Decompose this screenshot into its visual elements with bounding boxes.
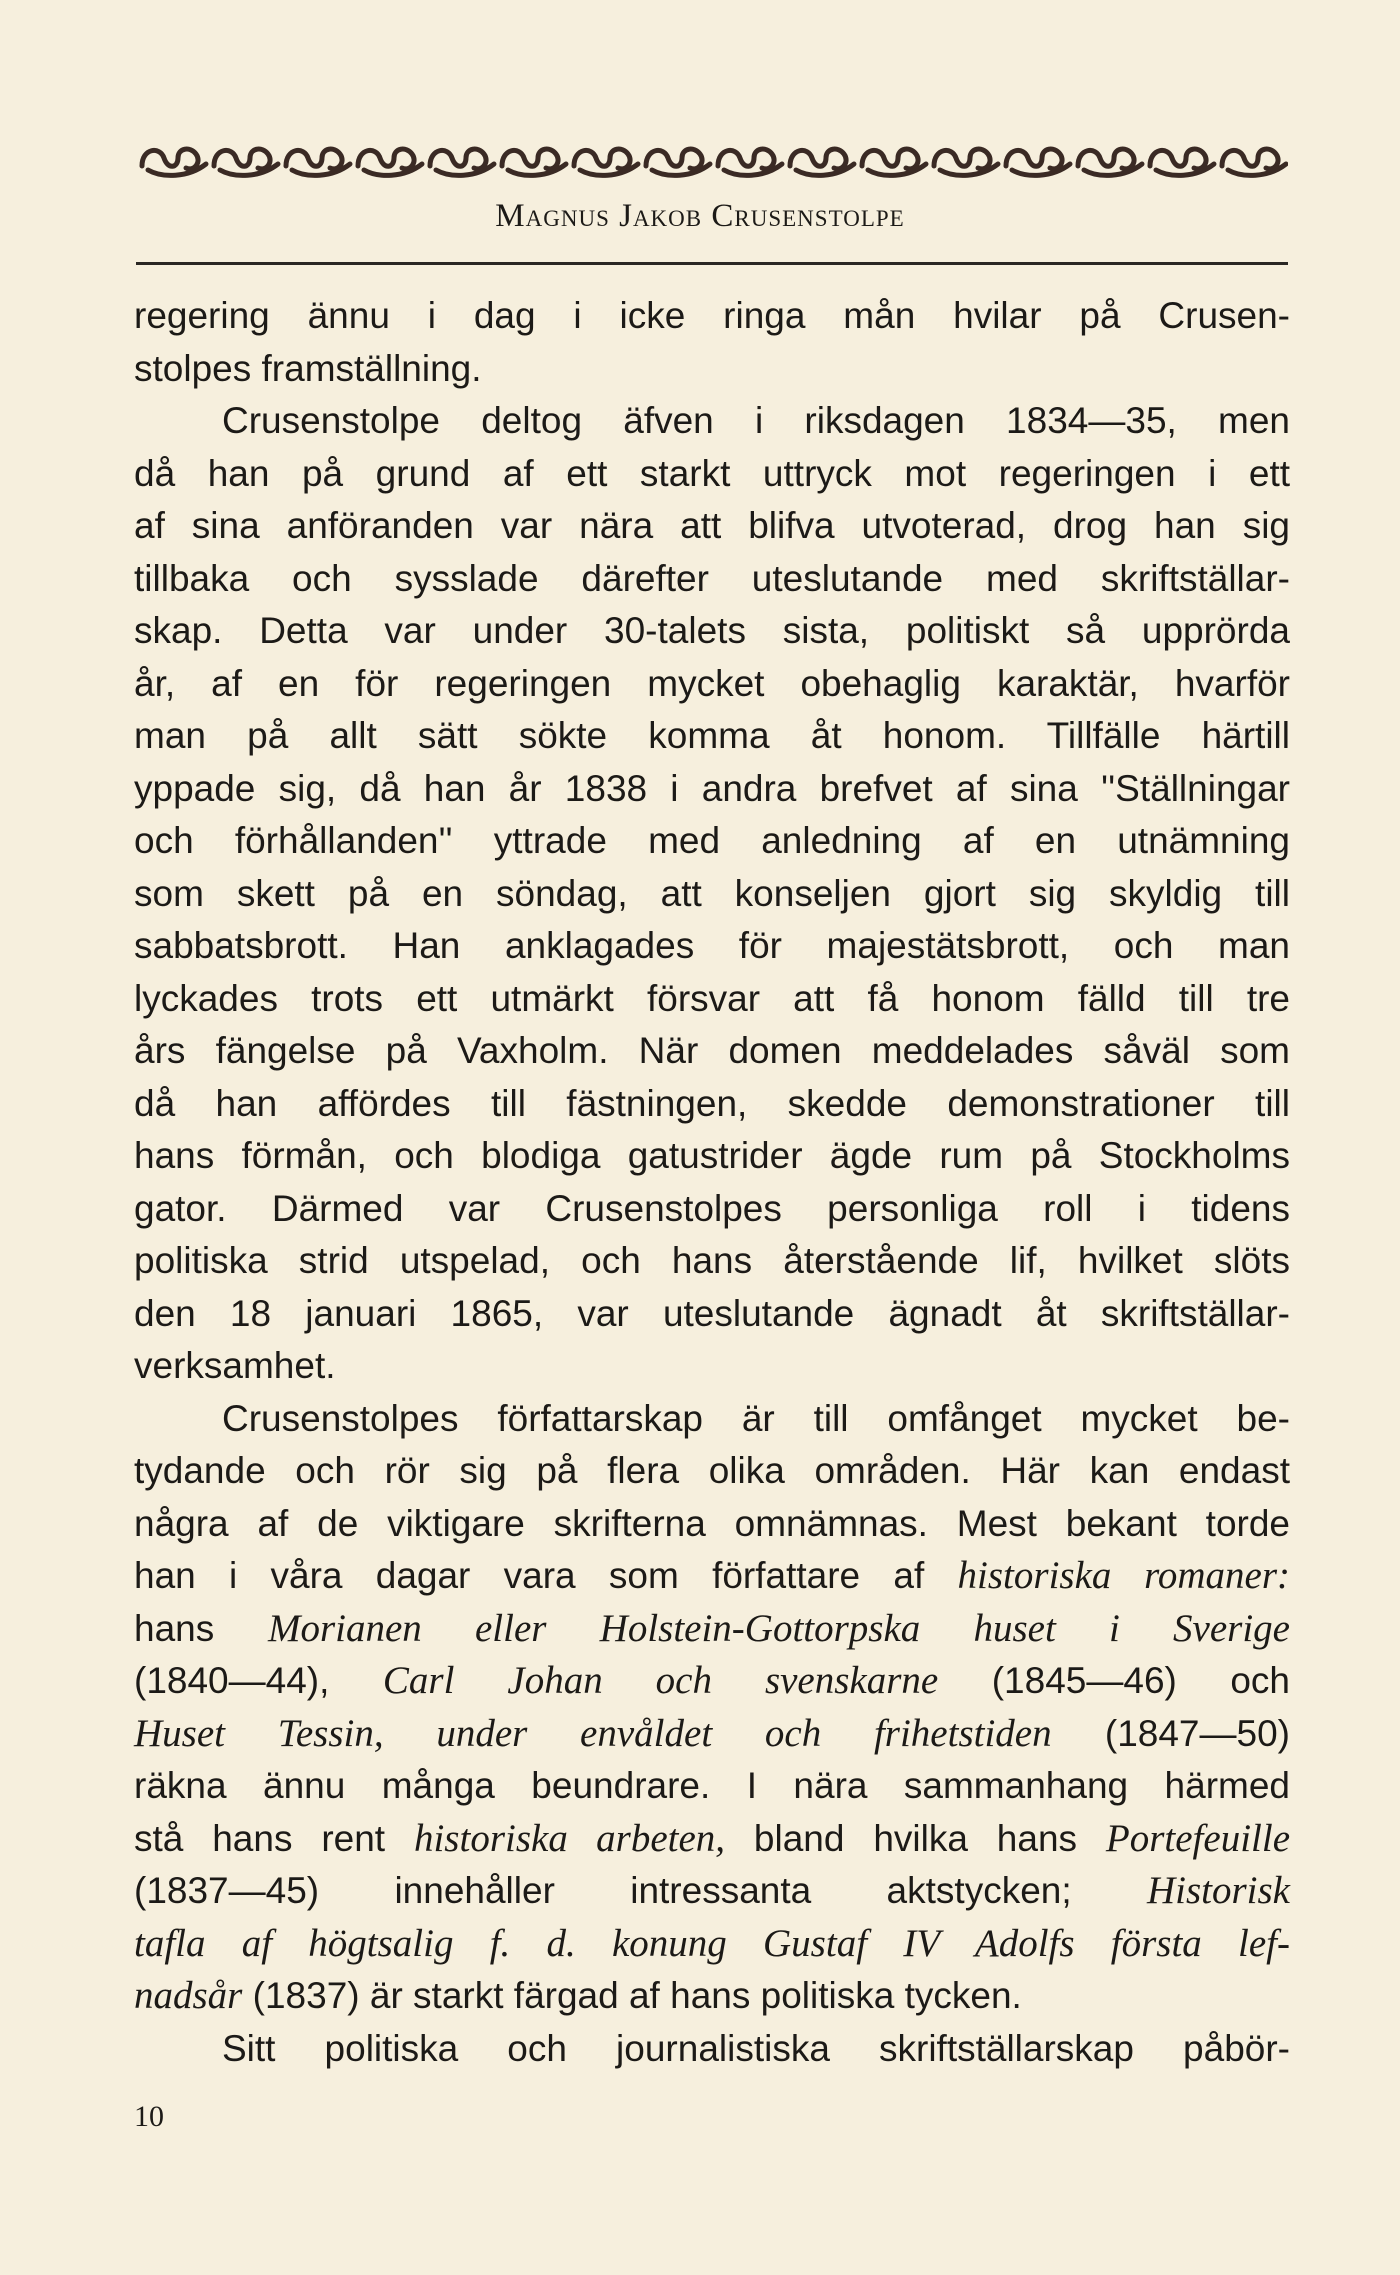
text-line <box>134 1235 1290 1288</box>
text-line <box>134 1760 1290 1813</box>
text-line <box>134 1445 1290 1498</box>
line-text: Crusenstolpe deltog äfven i riksdagen 1834—35, men <box>222 400 1290 441</box>
ornament-scroll <box>1078 149 1142 175</box>
line-text: tydande och rör sig på flera olika områden. Här kan endast <box>134 1450 1290 1491</box>
line-text: verksamhet. <box>134 1345 336 1386</box>
text-line <box>134 1288 1290 1341</box>
line-text: stå hans rent <box>134 1817 414 1859</box>
text-line <box>134 868 1290 921</box>
running-head: Magnus Jakob Crusenstolpe <box>495 198 905 234</box>
line-text: lyckades trots ett utmärkt försvar att få honom fälld till tre <box>134 977 1290 1019</box>
line-text: och förhållanden'' yttrade med anledning af en utnämning <box>134 820 1290 861</box>
italic-title: Morianen eller Holstein-Gottorpska huset i Sverige <box>267 1606 1290 1650</box>
line-text: (1837—45) innehåller intressanta aktstycken; <box>134 1870 1147 1911</box>
italic-title: historiska romaner: <box>957 1554 1291 1597</box>
italic-title: historiska arbeten, <box>413 1816 726 1860</box>
line-text: som skett på en söndag, att konseljen gjort sig skyldig till <box>134 872 1290 914</box>
text-line <box>134 395 1290 448</box>
line-text: hans förmån, och blodiga gatustrider ägde rum på Stockholms <box>134 1135 1290 1176</box>
text-line <box>134 290 1290 343</box>
line-text: politiska strid utspelad, och hans återstående lif, hvilket slöts <box>134 1240 1290 1281</box>
ornament-scroll <box>862 149 926 175</box>
text-line <box>134 500 1290 553</box>
ornament-scroll <box>1006 149 1070 175</box>
line-text: skap. Detta var under 30-talets sista, politiskt så upprörda <box>134 610 1290 651</box>
text-line <box>134 710 1290 763</box>
page-number: 10 <box>134 2100 164 2133</box>
ornament-scroll <box>646 149 710 175</box>
text-line <box>134 1025 1290 1078</box>
body-text <box>134 290 1290 2075</box>
line-text: år, af en för regeringen mycket obehaglig karaktär, hvarför <box>134 662 1290 704</box>
line-text: då han på grund af ett starkt uttryck mot regeringen i ett <box>134 452 1290 494</box>
line-text: (1845—46) och <box>938 1660 1291 1701</box>
italic-title: Huset Tessin, under envåldet och frihetstiden <box>134 1711 1052 1755</box>
line-text: (1847—50) <box>1051 1712 1290 1754</box>
line-text: (1837) är starkt färgad af hans politiska tycken. <box>242 1975 1022 2016</box>
ornament-scroll <box>1150 149 1214 175</box>
italic-title: tafla af högtsalig f. d. konung Gustaf IV Adolfs första lef- <box>134 1921 1290 1965</box>
text-line <box>134 920 1290 973</box>
line-text: (1840—44), <box>134 1660 383 1701</box>
line-text: Sitt politiska och journalistiska skriftställarskap påbör- <box>222 2027 1290 2069</box>
text-line <box>134 1340 1290 1393</box>
line-text: den 18 januari 1865, var uteslutande ägnadt åt skriftställar- <box>134 1292 1290 1334</box>
ornament-scroll <box>718 149 782 175</box>
line-text: yppade sig, då han år 1838 i andra brefvet af sina ''Ställningar <box>134 767 1290 809</box>
line-text: man på allt sätt sökte komma åt honom. Tillfälle härtill <box>134 715 1290 756</box>
line-text: af sina anföranden var nära att blifva utvoterad, drog han sig <box>134 505 1290 546</box>
text-line <box>134 1655 1290 1708</box>
ornament-scroll <box>574 149 638 175</box>
italic-title: Carl Johan och svenskarne <box>382 1659 939 1702</box>
header-rule <box>136 262 1288 265</box>
line-text: räkna ännu många beundrare. I nära sammanhang härmed <box>134 1765 1290 1806</box>
text-line <box>134 1130 1290 1183</box>
text-line <box>134 658 1290 711</box>
text-line <box>134 1865 1290 1918</box>
italic-title: Portefeuille <box>1105 1816 1291 1860</box>
text-line <box>134 448 1290 501</box>
text-line <box>134 815 1290 868</box>
text-line <box>134 1813 1290 1866</box>
line-text: några af de viktigare skrifterna omnämnas. Mest bekant torde <box>134 1502 1290 1544</box>
text-line <box>134 2023 1290 2076</box>
ornament-scroll <box>934 149 998 175</box>
text-line <box>134 343 1290 396</box>
ornament-scroll <box>1222 149 1286 175</box>
italic-title: Historisk <box>1146 1869 1290 1912</box>
text-line <box>134 1918 1290 1971</box>
italic-title: nadsår <box>134 1974 243 2017</box>
text-line <box>134 1708 1290 1761</box>
ornament-scroll <box>790 149 854 175</box>
text-line <box>134 1603 1290 1656</box>
ornament-scroll <box>286 149 350 175</box>
line-text: då han affördes till fästningen, skedde demonstrationer till <box>134 1082 1290 1124</box>
ornament-scroll <box>430 149 494 175</box>
text-line <box>134 1078 1290 1131</box>
line-text: sabbatsbrott. Han anklagades för majestätsbrott, och man <box>134 925 1290 966</box>
text-line <box>134 763 1290 816</box>
ornament-scroll <box>502 149 566 175</box>
ornament-scroll <box>214 149 278 175</box>
line-text: tillbaka och sysslade därefter uteslutande med skriftställar- <box>134 557 1290 599</box>
text-line <box>134 1970 1290 2023</box>
text-line <box>134 973 1290 1026</box>
line-text: stolpes framställning. <box>134 347 482 389</box>
line-text: bland hvilka hans <box>725 1817 1106 1859</box>
line-text: gator. Därmed var Crusenstolpes personliga roll i tidens <box>134 1187 1290 1229</box>
ornament-scroll <box>142 149 206 175</box>
text-line <box>134 1550 1290 1603</box>
ornament-scroll <box>358 149 422 175</box>
line-text: års fängelse på Vaxholm. När domen meddelades såväl som <box>134 1030 1290 1071</box>
line-text: regering ännu i dag i icke ringa mån hvilar på Crusen- <box>134 295 1290 336</box>
text-line <box>134 605 1290 658</box>
line-text: han i våra dagar vara som författare af <box>134 1555 958 1596</box>
text-line <box>134 553 1290 606</box>
text-line <box>134 1183 1290 1236</box>
text-line <box>134 1498 1290 1551</box>
line-text: Crusenstolpes författarskap är till omfånget mycket be- <box>222 1397 1290 1439</box>
decorative-border-ornament <box>138 138 1288 180</box>
text-line <box>134 1393 1290 1446</box>
line-text: hans <box>134 1607 268 1649</box>
